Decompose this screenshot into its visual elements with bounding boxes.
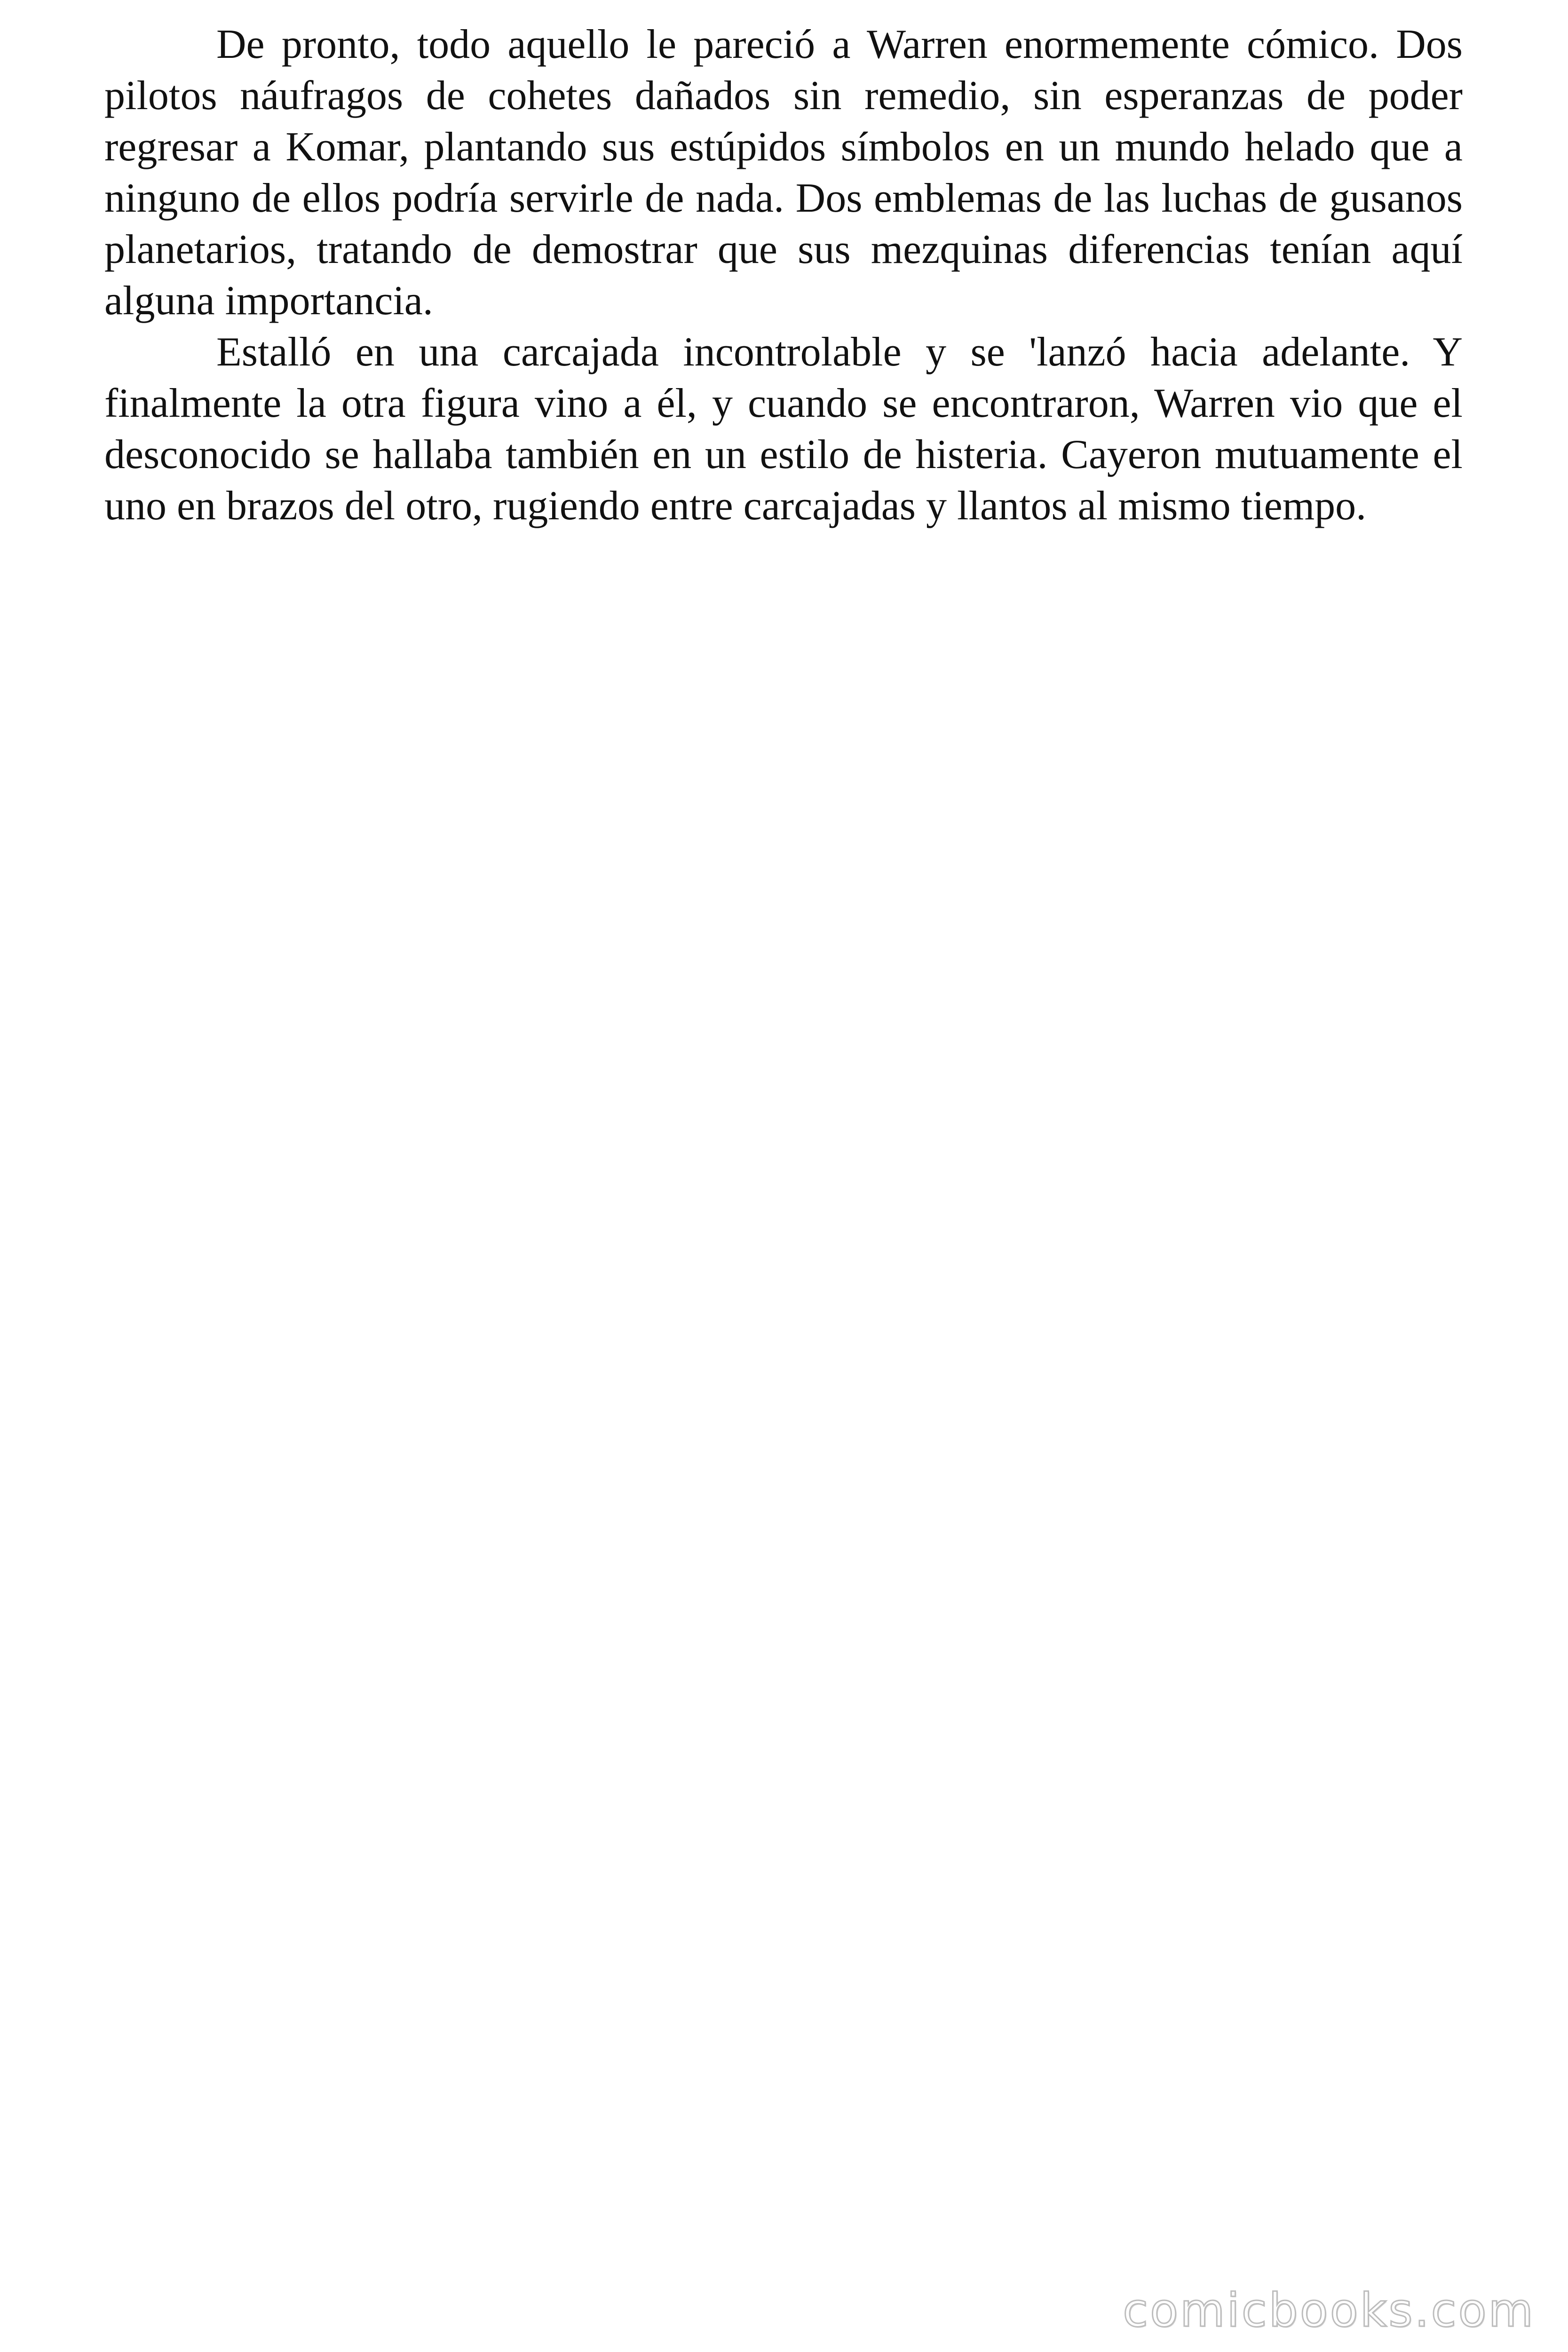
body-text — [104, 19, 1463, 532]
paragraph: Estalló en una carcajada incontrolable y se 'lanzó hacia adelante. Y finalmente la otra figura vino a él, y cuando se encontraron, Warren vio que el desconocido se hallaba también en un estilo de histeria. Cayeron mutuamente el uno en brazos del otro, rugiendo entre carcajadas y llantos al mismo tiempo. — [104, 329, 1463, 529]
watermark-logo: comicbooks.com — [1123, 2284, 1535, 2337]
paragraph: De pronto, todo aquello le pareció a Warren enormemente cómico. Dos pilotos náufragos de cohetes dañados sin remedio, sin esperanzas de poder regresar a Komar, plantando sus estúpidos símbolos en un mundo helado que a ninguno de ellos podría servirle de nada. Dos emblemas de las luchas de gusanos planetarios, tratando de demostrar que sus mezquinas diferencias tenían aquí alguna importancia. — [104, 22, 1463, 324]
